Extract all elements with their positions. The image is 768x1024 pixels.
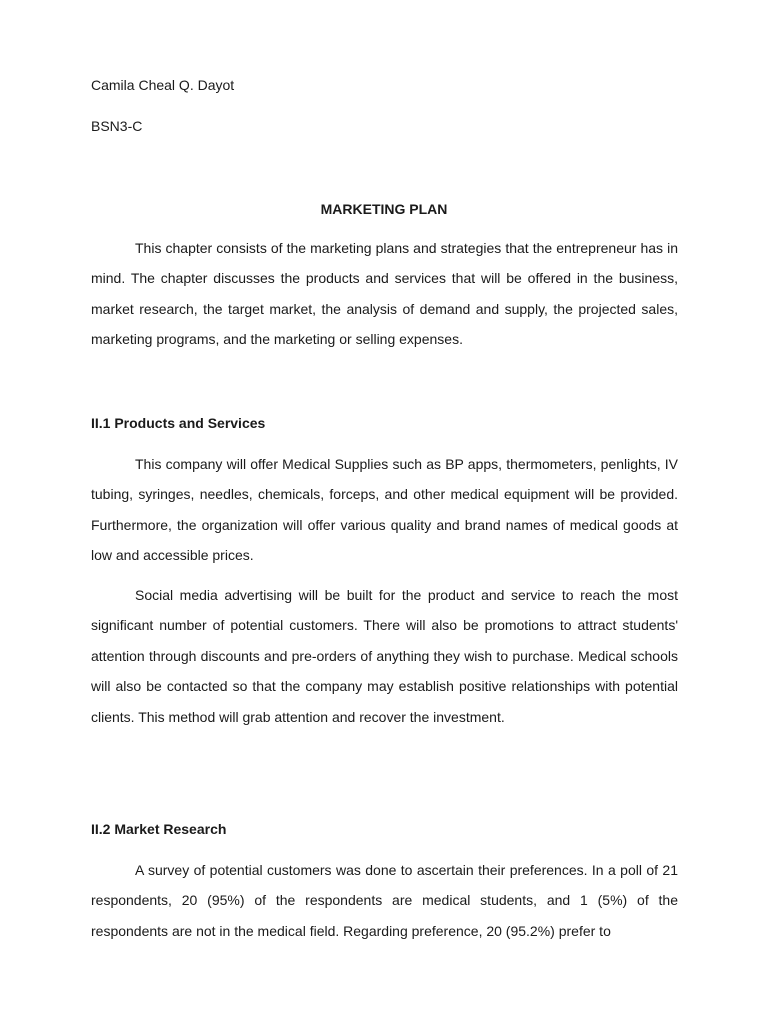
- products-paragraph-1: This company will offer Medical Supplies such as BP apps, thermometers, penlights, IV tubing, syringes, needles, chemicals, forceps, and other medical equipment will be provided. Furthermore, the organization will offer various quality and brand names of medical goods at low and accessible prices.: [91, 456, 678, 564]
- document-title: MARKETING PLAN: [320, 201, 448, 217]
- author-name: Camila Cheal Q. Dayot: [91, 77, 235, 93]
- market-research-paragraph-1: A survey of potential customers was done to ascertain their preferences. In a poll of 21 respondents, 20 (95%) of the respondents are medical students, and 1 (5%) of the respondents are not in the medical field. Regarding preference, 20 (95.2%) prefer to: [91, 862, 678, 939]
- class-section: BSN3-C: [91, 118, 143, 134]
- section-heading-products-services: II.1 Products and Services: [91, 415, 266, 431]
- products-paragraph-2: Social media advertising will be built for the product and service to reach the most significant number of potential customers. There will also be promotions to attract students' attention through discounts and pre-orders of anything they wish to purchase. Medical schools will also be contacted so that the company may establish positive relationships with potential clients. This method will grab attention and recover the investment.: [91, 587, 678, 725]
- intro-paragraph: This chapter consists of the marketing plans and strategies that the entrepreneur has in mind. The chapter discusses the products and services that will be offered in the business, market research, the target market, the analysis of demand and supply, the projected sales, marketing programs, and the marketing or selling expenses.: [91, 240, 678, 348]
- section-heading-market-research: II.2 Market Research: [91, 821, 227, 837]
